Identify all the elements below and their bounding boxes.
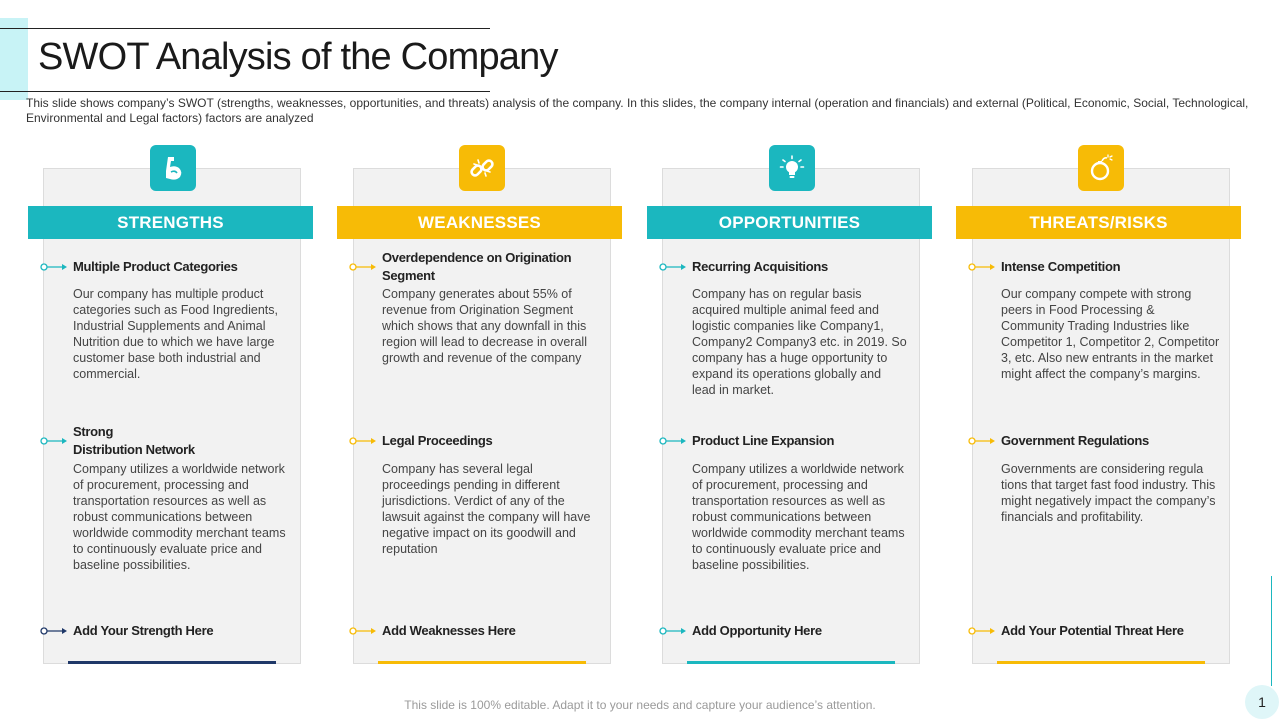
card-bottom-bar	[68, 661, 276, 664]
opportunity-2-title: Product Line Expansion	[692, 433, 835, 448]
opportunities-card	[662, 168, 920, 664]
footer-note: This slide is 100% editable. Adapt it to your needs and capture your audience’s attention.	[404, 698, 876, 712]
broken-chain-icon	[459, 145, 505, 191]
threats-card	[972, 168, 1230, 664]
strength-2-title: Strong Distribution Network	[73, 424, 195, 457]
threat-2-body: Governments are considering regula tions that target fast food industry. This might negatively impact the company’s financials and profitability.	[1001, 462, 1216, 524]
item-connector-icon	[659, 437, 689, 445]
strengths-heading: STRENGTHS	[28, 206, 313, 239]
threat-2-title: Government Regulations	[1001, 433, 1149, 448]
threats-heading: THREATS/RISKS	[956, 206, 1241, 239]
weakness-2-title: Legal Proceedings	[382, 433, 493, 448]
strength-2-body: Company utilizes a worldwide network of procurement, processing and transportation resources as well as robust communications between worldwide commodity merchant teams to continuously evaluate price and baseline possibilities.	[73, 462, 286, 572]
weakness-1-title: Overdependence on Origination Segment	[382, 250, 572, 283]
slide-subtitle: This slide shows company’s SWOT (strengths, weaknesses, opportunities, and threats) analysis of the company. In this slides, the company internal (operation and financials) and external (Political, Economic, Social, Technological, Environmental and Legal factors) factors are analyzed	[26, 96, 1249, 125]
weakness-add-title: Add Weaknesses Here	[382, 623, 516, 638]
card-bottom-bar	[378, 661, 586, 664]
flexed-arm-icon	[150, 145, 196, 191]
item-connector-icon	[968, 627, 998, 635]
lightbulb-icon	[769, 145, 815, 191]
threat-1-title: Intense Competition	[1001, 259, 1121, 274]
strength-add-title: Add Your Strength Here	[73, 623, 214, 638]
weakness-2-body: Company has several legal proceedings pending in different jurisdictions. Verdict of any of the lawsuit against the company will have negative impact on its goodwill and reputation	[382, 462, 591, 556]
title-rule-top	[0, 28, 490, 29]
item-connector-icon	[349, 263, 379, 271]
item-connector-icon	[659, 263, 689, 271]
item-connector-icon	[40, 437, 70, 445]
item-connector-icon	[349, 437, 379, 445]
strength-1-body: Our company has multiple product categories such as Food Ingredients, Industrial Supplements and Animal Nutrition due to which we have large customer base both industrial and commercial.	[73, 287, 278, 381]
title-accent	[0, 18, 28, 100]
strengths-card	[43, 168, 301, 664]
item-connector-icon	[968, 263, 998, 271]
opportunity-2-body: Company utilizes a worldwide network of procurement, processing and transportation resources as well as robust communications between worldwide commodity merchant teams to continuously evaluate price and baseline possibilities.	[692, 462, 905, 572]
opportunity-1-body: Company has on regular basis acquired multiple animal feed and logistic companies like Company1, Company2 Company3 etc. in 2019. So company has a huge opportunity to expand its operations globally and lead in market.	[692, 287, 907, 397]
page-number-rule	[1271, 576, 1272, 686]
page-number: 1	[1245, 685, 1279, 719]
weaknesses-card	[353, 168, 611, 664]
bomb-icon	[1078, 145, 1124, 191]
threat-1-body: Our company compete with strong peers in Food Processing & Community Trading Industries like Competitor 1, Competitor 2, Competitor 3, etc. Also new entrants in the market might affect the company’s margins.	[1001, 287, 1220, 381]
strength-1-title: Multiple Product Categories	[73, 259, 238, 274]
item-connector-icon	[968, 437, 998, 445]
opportunity-1-title: Recurring Acquisitions	[692, 259, 828, 274]
slide-title: SWOT Analysis of the Company	[38, 36, 558, 78]
item-connector-icon	[40, 263, 70, 271]
weaknesses-heading: WEAKNESSES	[337, 206, 622, 239]
item-connector-icon	[659, 627, 689, 635]
card-bottom-bar	[997, 661, 1205, 664]
item-connector-icon	[40, 627, 70, 635]
card-bottom-bar	[687, 661, 895, 664]
weakness-1-body: Company generates about 55% of revenue from Origination Segment which shows that any downfall in this region will lead to decrease in overall growth and revenue of the company	[382, 287, 587, 365]
opportunity-add-title: Add Opportunity Here	[692, 623, 822, 638]
threat-add-title: Add Your Potential Threat Here	[1001, 623, 1184, 638]
opportunities-heading: OPPORTUNITIES	[647, 206, 932, 239]
item-connector-icon	[349, 627, 379, 635]
title-rule-bottom	[0, 91, 490, 92]
